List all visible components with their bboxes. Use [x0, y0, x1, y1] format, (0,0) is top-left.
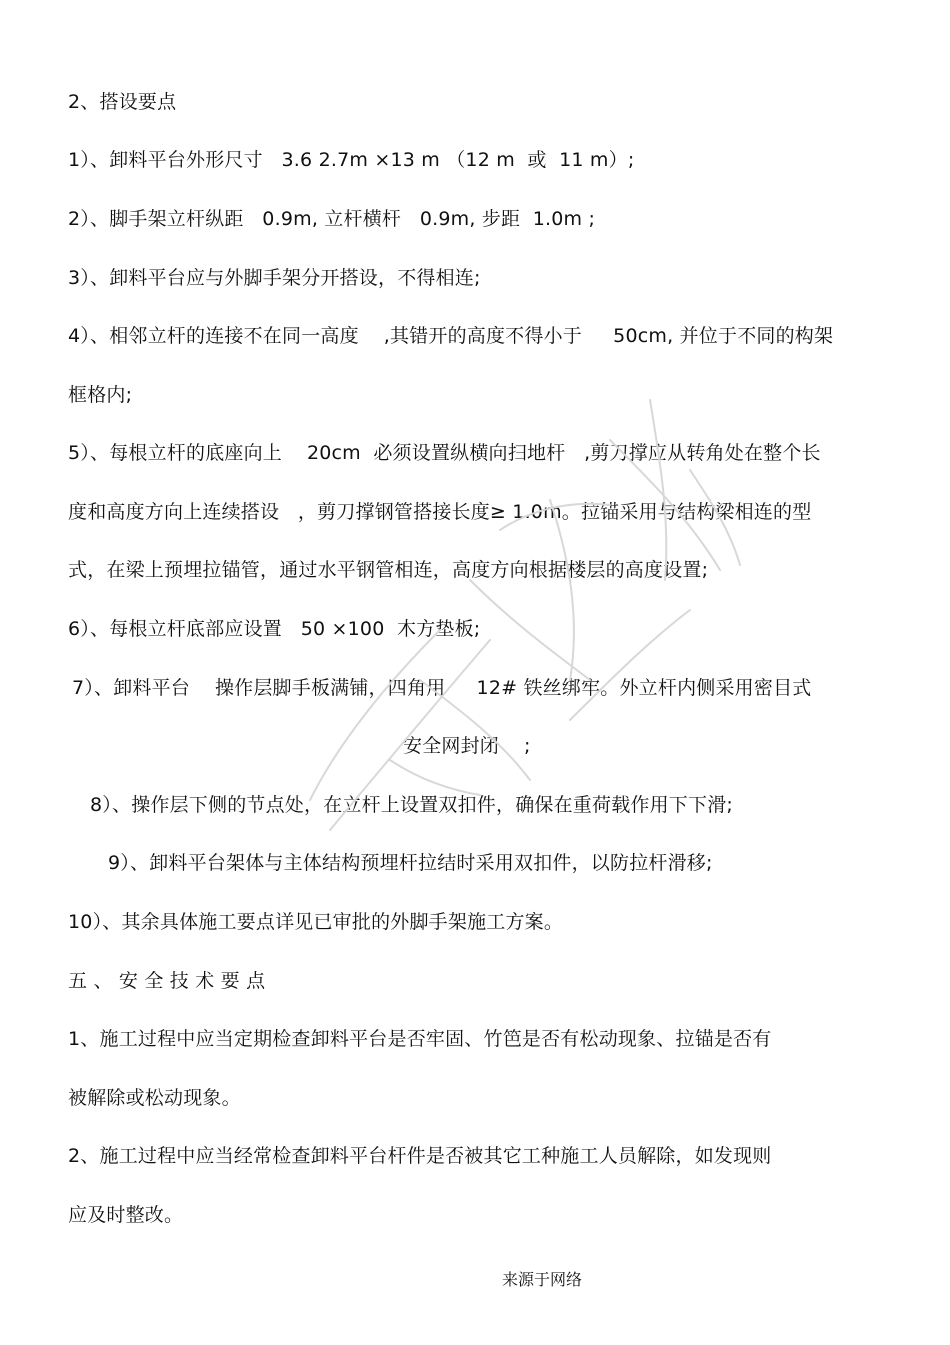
- text-line-5-cont-a: 度和高度方向上连续搭设 ，剪刀撑钢管搭接长度≥ 1.0m。拉锚采用与结构梁相连的型: [68, 501, 812, 523]
- text-line-4: 4）、相邻立杆的连接不在同一高度 ,其错开的高度不得小于 50cm, 并位于不同的构架: [68, 325, 834, 347]
- safety-line-1: 1、施工过程中应当定期检查卸料平台是否牢固、竹笆是否有松动现象、拉锚是否有: [68, 1028, 772, 1050]
- text-line-9: 9）、卸料平台架体与主体结构预埋杆拉结时采用双扣件，以防拉杆滑移;: [108, 852, 713, 874]
- text-line-3: 3）、卸料平台应与外脚手架分开搭设，不得相连;: [68, 267, 481, 289]
- text-line-4-cont: 框格内;: [68, 384, 133, 406]
- text-line-10: 10）、其余具体施工要点详见已审批的外脚手架施工方案。: [68, 911, 564, 933]
- text-line-7-cont: 安全网封闭 ;: [403, 735, 531, 757]
- text-line-8: 8）、操作层下侧的节点处，在立杆上设置双扣件，确保在重荷载作用下下滑;: [90, 794, 733, 816]
- safety-line-1-cont: 被解除或松动现象。: [68, 1087, 241, 1109]
- text-line-5: 5）、每根立杆的底座向上 20cm 必须设置纵横向扫地杆 ,剪刀撑应从转角处在整个长: [68, 442, 821, 464]
- text-line-6: 6）、每根立杆底部应设置 50 ×100 木方垫板;: [68, 618, 481, 640]
- section-heading-safety: 五 、 安 全 技 术 要 点: [68, 970, 266, 992]
- page-footer: 来源于网络: [502, 1270, 583, 1289]
- text-line-5-cont-b: 式，在梁上预埋拉锚管，通过水平钢管相连，高度方向根据楼层的高度设置;: [68, 559, 709, 581]
- text-line-1: 1）、卸料平台外形尺寸 3.6 2.7m ×13 m （12 m 或 11 m）;: [68, 149, 635, 171]
- safety-line-2: 2、施工过程中应当经常检查卸料平台杆件是否被其它工种施工人员解除，如发现则: [68, 1145, 772, 1167]
- text-line-7: 7）、卸料平台 操作层脚手板满铺，四角用 12# 铁丝绑牢。外立杆内侧采用密目式: [72, 677, 812, 699]
- safety-line-2-cont: 应及时整改。: [68, 1204, 184, 1226]
- text-line-2: 2）、脚手架立杆纵距 0.9m, 立杆横杆 0.9m, 步距 1.0m ;: [68, 208, 596, 230]
- section-heading-setup-points: 2、搭设要点: [68, 91, 177, 113]
